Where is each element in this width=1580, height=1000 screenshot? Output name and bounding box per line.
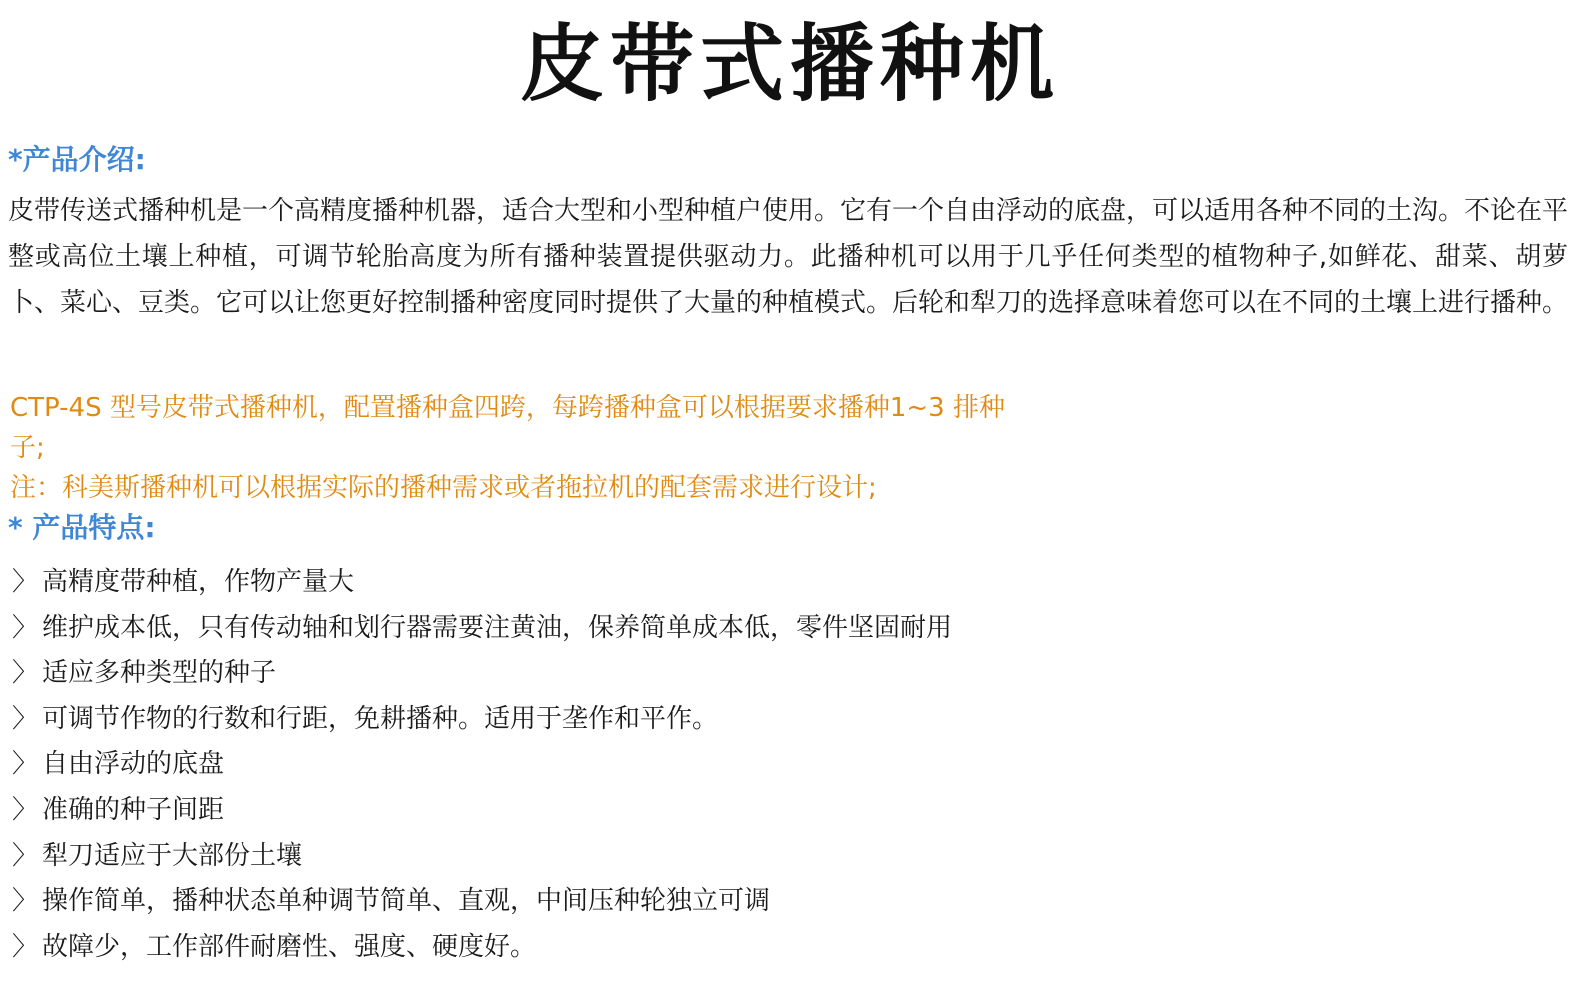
- feature-text: 可调节作物的行数和行距，免耕播种。适用于垄作和平作。: [42, 703, 719, 734]
- feature-item: [12, 651, 952, 697]
- feature-text: 操作简单，播种状态单种调节简单、直观，中间压种轮独立可调: [42, 886, 771, 917]
- feature-item: [12, 834, 952, 880]
- bullet-icon: 〉: [12, 612, 39, 643]
- feature-text: 高精度带种植，作物产量大: [42, 567, 355, 597]
- bullet-icon: 〉: [12, 931, 39, 962]
- bullet-icon: 〉: [12, 658, 39, 689]
- feature-item: [12, 742, 952, 788]
- bullet-icon: 〉: [12, 749, 39, 780]
- bullet-icon: 〉: [12, 886, 39, 917]
- feature-list: [12, 560, 952, 970]
- intro-heading: *产品介绍:: [8, 143, 146, 176]
- feature-item: [12, 788, 952, 834]
- model-note-line-2: 子;: [10, 433, 45, 463]
- bullet-icon: 〉: [12, 840, 39, 871]
- bullet-icon: 〉: [12, 567, 39, 597]
- intro-paragraph: 皮带传送式播种机是一个高精度播种机器，适合大型和小型种植户使用。它有一个自由浮动的底盘，可以适用各种不同的土沟。不论在平整或高位土壤上种植，可调节轮胎高度为所有播种装置提供驱动力。此播种机可以用于几乎任何类型的植物种子,如鲜花、甜菜、胡萝卜、菜心、豆类。它可以让您更好控制播种密度同时提供了大量的种植模式。后轮和犁刀的选择意味着您可以在不同的土壤上进行播种。: [8, 196, 1569, 318]
- model-note-line-1: CTP-4S 型号皮带式播种机，配置播种盒四跨，每跨播种盒可以根据要求播种1~3 排种: [10, 393, 1005, 423]
- feature-item: [12, 606, 952, 652]
- feature-item: [12, 879, 952, 925]
- bullet-icon: 〉: [12, 703, 39, 734]
- bullet-icon: 〉: [12, 794, 39, 825]
- feature-text: 自由浮动的底盘: [42, 749, 225, 780]
- feature-text: 维护成本低，只有传动轴和划行器需要注黄油，保养简单成本低，零件坚固耐用: [42, 612, 953, 643]
- feature-item: [12, 697, 952, 743]
- page-title: 皮带式播种机: [519, 15, 1060, 113]
- design-note: 注：科美斯播种机可以根据实际的播种需求或者拖拉机的配套需求进行设计;: [10, 473, 877, 503]
- feature-text: 准确的种子间距: [42, 794, 225, 825]
- feature-item: [12, 560, 952, 606]
- feature-text: 犁刀适应于大部份土壤: [42, 840, 303, 871]
- feature-text: 故障少，工作部件耐磨性、强度、硬度好。: [42, 931, 537, 962]
- feature-text: 适应多种类型的种子: [42, 658, 277, 689]
- feature-item: [12, 925, 952, 971]
- features-heading: * 产品特点:: [8, 511, 156, 544]
